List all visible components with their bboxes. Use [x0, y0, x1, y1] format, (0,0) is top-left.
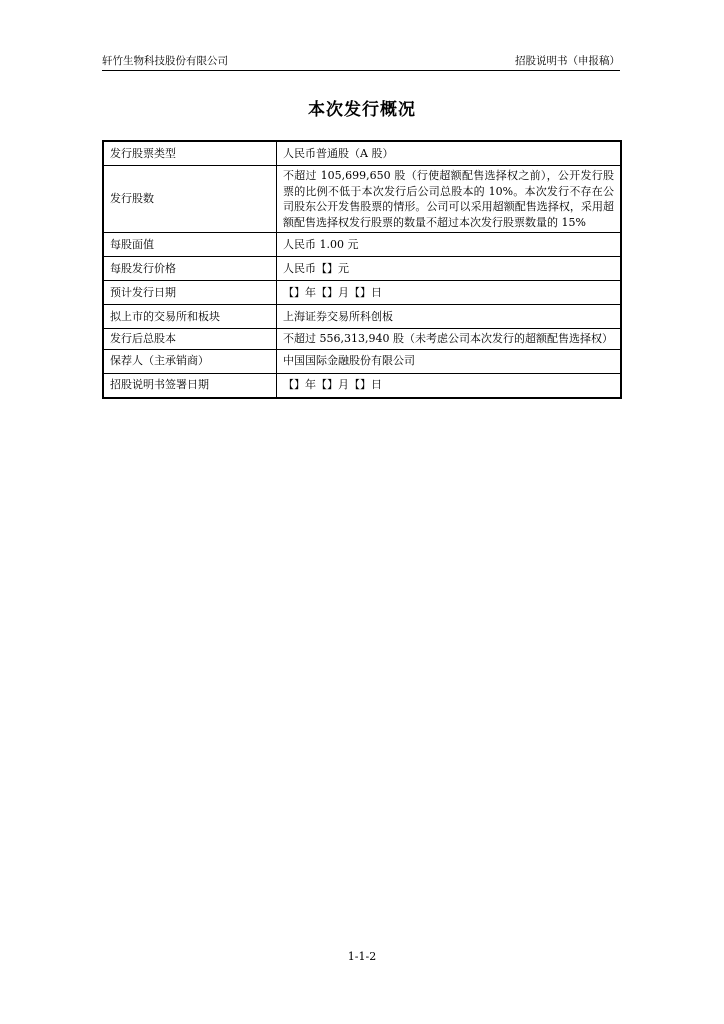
table-row-signing-date [103, 373, 621, 398]
row-label: 每股发行价格 [103, 257, 277, 281]
table-row-sponsor [103, 349, 621, 373]
row-value: 不超过 556,313,940 股（未考虑公司本次发行的超额配售选择权） [277, 329, 622, 350]
header-company-name: 轩竹生物科技股份有限公司 [102, 55, 228, 67]
table-row-total-shares-after-issue [103, 329, 621, 350]
row-value: 人民币 1.00 元 [277, 233, 622, 257]
row-label: 发行股票类型 [103, 141, 277, 166]
page-header [102, 50, 620, 71]
table-row-share-type [103, 141, 621, 166]
row-label: 每股面值 [103, 233, 277, 257]
table-row-listing-exchange [103, 305, 621, 329]
row-value: 【】年【】月【】日 [277, 281, 622, 305]
row-value: 【】年【】月【】日 [277, 373, 622, 398]
offering-summary-table [102, 140, 622, 399]
row-label: 保荐人（主承销商） [103, 349, 277, 373]
header-document-type: 招股说明书（申报稿） [515, 55, 620, 67]
row-value: 人民币普通股（A 股） [277, 141, 622, 166]
row-label: 招股说明书签署日期 [103, 373, 277, 398]
row-value: 人民币【】元 [277, 257, 622, 281]
row-label: 拟上市的交易所和板块 [103, 305, 277, 329]
row-label: 发行后总股本 [103, 329, 277, 350]
table-row-par-value [103, 233, 621, 257]
table-row-issue-price [103, 257, 621, 281]
page-title: 本次发行概况 [308, 100, 416, 120]
row-value: 上海证券交易所科创板 [277, 305, 622, 329]
row-value: 中国国际金融股份有限公司 [277, 349, 622, 373]
page-number: 1-1-2 [347, 950, 377, 963]
table-row-expected-issue-date [103, 281, 621, 305]
row-value: 不超过 105,699,650 股（行使超额配售选择权之前），公开发行股票的比例不低于本次发行后公司总股本的 10%。本次发行不存在公司股东公开发售股票的情形。公司可以采用超额配售选择权，采用超额配售选择权发行股票的数量不超过本次发行股票数量的 15% [277, 166, 622, 233]
table-row-shares-issued [103, 166, 621, 233]
row-label: 发行股数 [103, 166, 277, 233]
row-label: 预计发行日期 [103, 281, 277, 305]
